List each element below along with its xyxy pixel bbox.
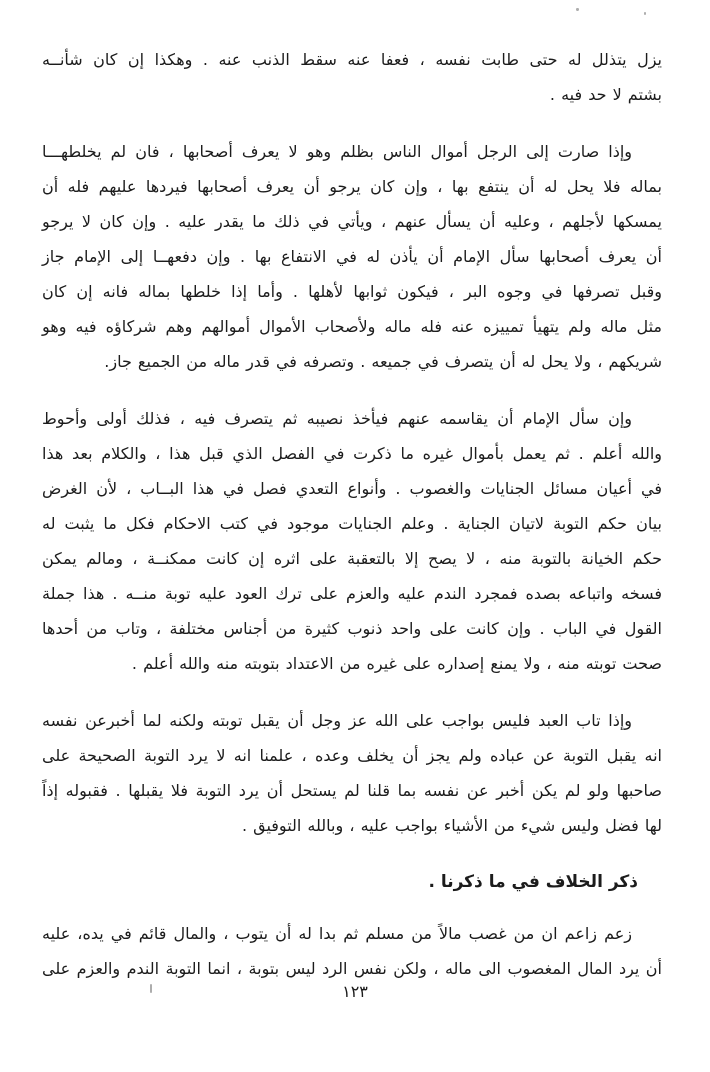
text-line: شريكهم ، ولا يحل له أن يتصرف في جميعه . وتصرفه في قدر ماله من الجميع جاز.: [104, 352, 662, 371]
text-line: صاحبها ولو لم يكن أخبر عن نفسه بما قلنا لم يستحل أن يرد التوبة فلا يقبلها . فقبوله إذاً: [42, 781, 662, 800]
scan-speck: [644, 12, 646, 15]
paragraph: [42, 916, 662, 986]
text-line: وإذا تاب العبد فليس بواجب على الله عز وجل أن يقبل توبته ولكنه لما أخبرعن نفسه: [42, 711, 632, 730]
text-line: يمسكها لأجلهم ، وعليه أن يسأل عنهم ، ويأتي في ذلك ما يقدر عليه . وإن كان لا يرجو: [42, 212, 662, 231]
scan-speck: [576, 8, 579, 11]
section-heading: ذكر الخلاف في ما ذكرنا .: [428, 872, 638, 892]
page-number: ١٢٣: [342, 982, 368, 1001]
text-line: وقبل تصرفها في وجوه البر ، فيكون ثوابها لأهلها . وأما إذا خلطها بماله فانه إن كان: [42, 282, 662, 301]
text-line: زعم زاعم ان من غصب مالاً من مسلم ثم بدا له أن يتوب ، والمال قائم في يده، عليه: [42, 924, 632, 943]
text-line: انه يقبل التوبة عن عباده ولم يجز أن يخلف وعده ، علمنا انه لا يرد التوبة الصحيحة على: [42, 746, 662, 765]
text-line: في أعيان مسائل الجنايات والغصوب . وأنواع التعدي فصل في هذا البــاب ، لأن الغرض: [42, 479, 662, 498]
paragraph: [42, 42, 662, 112]
text-block: [42, 42, 662, 1008]
paragraph: [42, 401, 662, 681]
text-line: بيان حكم التوبة لاتيان الجناية . وعلم الجنايات موجود في كتب الاحكام فكل ما يثبت له: [42, 514, 662, 533]
text-line: وإن سأل الإمام أن يقاسمه عنهم فيأخذ نصيبه ثم يتصرف فيه ، فذلك أولى وأحوط: [42, 409, 632, 428]
text-line: يزل يتذلل له حتى طابت نفسه ، فعفا عنه سقط الذنب عنه . وهكذا إن كان شأنــه: [42, 50, 662, 69]
text-line: والله أعلم . ثم يعمل بأموال غيره ما ذكرت في الفصل الذي قبل هذا ، والكلام بعد هذا: [42, 444, 662, 463]
text-line: فسخه واتباعه بصده فمجرد الندم عليه والعزم على ترك العود عليه توبة منــه . هذا جملة: [42, 584, 662, 603]
text-line: القول في الباب . وإن كانت على واحد ذنوب كثيرة من أجناس مختلفة ، وتاب من أحدها: [42, 619, 662, 638]
paragraph: [42, 703, 662, 843]
text-line: صحت توبته منه ، ولا يمنع إصداره على غيره من الاعتداد بتوبته منه والله أعلم .: [131, 654, 662, 673]
text-line: بماله فلا يحل له أن ينتفع بها ، وإن كان يرجو أن يعرف أصحابها فيردها عليهم فله أن: [42, 177, 662, 196]
text-line: بشتم لا حد فيه .: [549, 85, 662, 104]
text-line: مثل ماله ولم يتهيأ تمييزه عنه فله ماله ولأصحاب الأموال أموالهم وهم شركاؤه فيه وهو: [42, 317, 662, 336]
text-line: وإذا صارت إلى الرجل أموال الناس بظلم وهو لا يعرف أصحابها ، فان لم يخلطهـــا: [42, 142, 632, 161]
text-line: حكم الخيانة بالتوبة منه ، لا يصح إلا بالتعقبة على اثره إن كانت ممكنــة ، ومالم يمكن: [42, 549, 662, 568]
text-line: لها فضل وليس شيء من الأشياء بواجب عليه ، وبالله التوفيق .: [241, 816, 662, 835]
paragraph: [42, 134, 662, 379]
text-line: أن يرد المال المغصوب الى ماله ، ولكن نفس الرد ليس بتوبة ، انما التوبة الندم والعزم على: [42, 959, 662, 978]
text-line: أن يعرف أصحابها سأل الإمام أن يأذن له في الانتفاع بها . وإن دفعهــا إلى الإمام جاز: [42, 247, 662, 266]
